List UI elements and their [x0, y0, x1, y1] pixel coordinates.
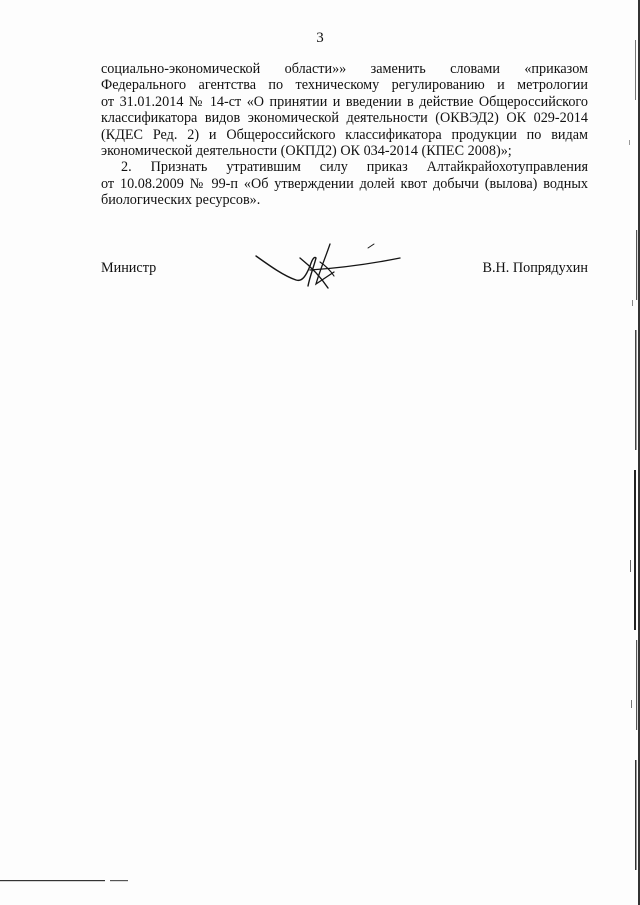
- scan-edge-artifact: [618, 0, 640, 905]
- text-line: социально-экономической области»» заменить словами «приказом: [101, 61, 588, 77]
- page-number: 3: [316, 30, 324, 46]
- text-line: (КДЕС Ред. 2) и Общероссийского классификатора продукции по видам: [101, 126, 588, 143]
- text-line: 2. Признать утратившим силу приказ Алтайкрайохотуправления: [121, 159, 588, 176]
- signatory-position: Министр: [101, 260, 157, 276]
- scan-bottom-artifact: [0, 878, 130, 884]
- signatory-name: В.Н. Попрядухин: [482, 260, 588, 276]
- text-line: от 31.01.2014 № 14-ст «О принятии и введении в действие Общероссийского: [101, 93, 588, 110]
- handwritten-signature: [250, 236, 410, 294]
- text-line: классификатора видов экономической деятельности (ОКВЭД2) ОК 029-2014: [101, 110, 588, 127]
- text-line: от 10.08.2009 № 99-п «Об утверждении долей квот добычи (вылова) водных: [101, 175, 588, 192]
- text-line: Федерального агентства по техническому регулированию и метрологии: [101, 77, 588, 94]
- text-line: биологических ресурсов».: [101, 192, 261, 209]
- text-line: экономической деятельности (ОКПД2) ОК 034-2014 (КПЕС 2008)»;: [101, 143, 512, 160]
- body-text: [101, 61, 588, 209]
